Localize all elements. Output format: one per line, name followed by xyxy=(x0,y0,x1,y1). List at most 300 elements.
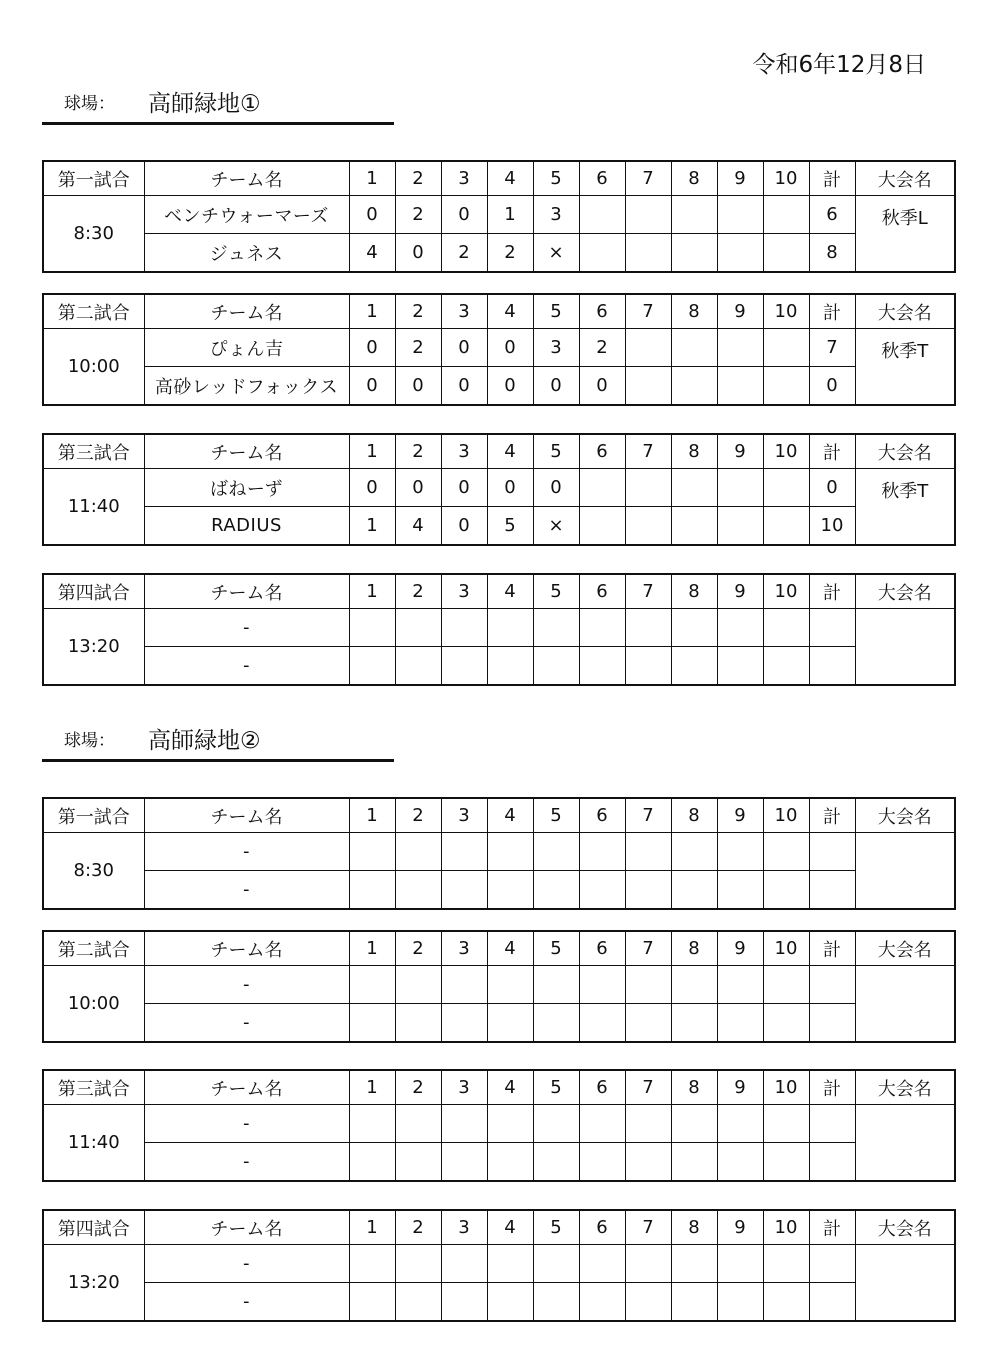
inning-header: 6 xyxy=(579,1210,625,1245)
team-row xyxy=(43,1283,955,1322)
inning-score xyxy=(671,469,717,507)
inning-score xyxy=(395,1004,441,1043)
inning-score: 2 xyxy=(487,234,533,273)
inning-header: 2 xyxy=(395,434,441,469)
inning-score: 0 xyxy=(395,367,441,406)
team-name: - xyxy=(144,966,349,1004)
inning-header: 9 xyxy=(717,931,763,966)
inning-header: 10 xyxy=(763,798,809,833)
inning-score xyxy=(349,1283,395,1322)
field-label: 球場： xyxy=(64,94,115,114)
inning-score xyxy=(671,507,717,546)
game-title: 第三試合 xyxy=(43,434,144,469)
inning-score xyxy=(487,1143,533,1182)
inning-score xyxy=(487,1283,533,1322)
inning-header: 8 xyxy=(671,294,717,329)
tournament-name xyxy=(855,833,955,910)
inning-score: 0 xyxy=(349,196,395,234)
inning-header: 10 xyxy=(763,931,809,966)
inning-score: 0 xyxy=(487,367,533,406)
tournament-header: 大会名 xyxy=(855,574,955,609)
inning-header: 5 xyxy=(533,294,579,329)
inning-header: 9 xyxy=(717,294,763,329)
inning-score xyxy=(671,833,717,871)
inning-score xyxy=(441,1283,487,1322)
inning-score xyxy=(763,234,809,273)
inning-header: 3 xyxy=(441,161,487,196)
table-header-row xyxy=(43,931,955,966)
tournament-header: 大会名 xyxy=(855,161,955,196)
inning-header: 5 xyxy=(533,161,579,196)
inning-score xyxy=(579,833,625,871)
inning-header: 7 xyxy=(625,294,671,329)
inning-header: 8 xyxy=(671,931,717,966)
inning-score: 0 xyxy=(533,367,579,406)
inning-score xyxy=(625,196,671,234)
total-score xyxy=(809,609,855,647)
total-score xyxy=(809,966,855,1004)
inning-score xyxy=(533,1004,579,1043)
total-score: 10 xyxy=(809,507,855,546)
team-name: ばねーず xyxy=(144,469,349,507)
team-row xyxy=(43,966,955,1004)
inning-score: 1 xyxy=(349,507,395,546)
team-name: - xyxy=(144,833,349,871)
inning-header: 1 xyxy=(349,294,395,329)
inning-header: 10 xyxy=(763,434,809,469)
team-row xyxy=(43,329,955,367)
inning-score: 0 xyxy=(441,507,487,546)
inning-score: 0 xyxy=(487,469,533,507)
team-header: チーム名 xyxy=(144,931,349,966)
total-header: 計 xyxy=(809,798,855,833)
inning-header: 5 xyxy=(533,1070,579,1105)
inning-header: 3 xyxy=(441,1210,487,1245)
total-header: 計 xyxy=(809,931,855,966)
inning-score: 0 xyxy=(487,329,533,367)
game-table xyxy=(42,1209,956,1322)
inning-score: 0 xyxy=(349,329,395,367)
inning-score xyxy=(717,507,763,546)
table-header-row xyxy=(43,294,955,329)
game-time: 11:40 xyxy=(43,469,144,546)
team-name: 高砂レッドフォックス xyxy=(144,367,349,406)
inning-score xyxy=(625,507,671,546)
inning-header: 9 xyxy=(717,434,763,469)
total-score: 6 xyxy=(809,196,855,234)
inning-header: 5 xyxy=(533,931,579,966)
inning-score xyxy=(579,1105,625,1143)
inning-score xyxy=(579,1143,625,1182)
inning-header: 8 xyxy=(671,574,717,609)
inning-score: 3 xyxy=(533,196,579,234)
table-header-row xyxy=(43,574,955,609)
inning-header: 9 xyxy=(717,574,763,609)
tournament-name xyxy=(855,1105,955,1182)
inning-header: 2 xyxy=(395,574,441,609)
inning-score xyxy=(349,833,395,871)
inning-header: 8 xyxy=(671,1070,717,1105)
field-name: 高師緑地① xyxy=(148,91,261,117)
inning-score xyxy=(763,833,809,871)
table-header-row xyxy=(43,161,955,196)
inning-score xyxy=(717,469,763,507)
inning-score xyxy=(763,1283,809,1322)
inning-score xyxy=(671,609,717,647)
inning-header: 3 xyxy=(441,931,487,966)
team-row xyxy=(43,234,955,273)
tournament-header: 大会名 xyxy=(855,1070,955,1105)
total-header: 計 xyxy=(809,574,855,609)
total-header: 計 xyxy=(809,1070,855,1105)
inning-score xyxy=(487,1105,533,1143)
inning-header: 8 xyxy=(671,798,717,833)
team-row xyxy=(43,833,955,871)
team-header: チーム名 xyxy=(144,798,349,833)
team-row xyxy=(43,367,955,406)
table-header-row xyxy=(43,434,955,469)
inning-score xyxy=(671,234,717,273)
total-score xyxy=(809,647,855,686)
inning-header: 9 xyxy=(717,798,763,833)
inning-score xyxy=(441,833,487,871)
field-name: 高師緑地② xyxy=(148,728,261,754)
team-name: - xyxy=(144,1105,349,1143)
total-score xyxy=(809,871,855,910)
inning-score xyxy=(487,609,533,647)
inning-score: 0 xyxy=(441,469,487,507)
inning-header: 4 xyxy=(487,434,533,469)
inning-header: 1 xyxy=(349,434,395,469)
team-header: チーム名 xyxy=(144,434,349,469)
inning-score xyxy=(625,469,671,507)
inning-score xyxy=(533,966,579,1004)
inning-score xyxy=(717,871,763,910)
inning-score xyxy=(763,1004,809,1043)
tournament-name xyxy=(855,1245,955,1322)
inning-score: 0 xyxy=(349,367,395,406)
inning-score: 0 xyxy=(395,234,441,273)
inning-header: 7 xyxy=(625,931,671,966)
inning-score xyxy=(395,871,441,910)
tournament-name: 秋季L xyxy=(855,196,955,273)
inning-header: 7 xyxy=(625,798,671,833)
inning-header: 7 xyxy=(625,434,671,469)
total-score: 8 xyxy=(809,234,855,273)
inning-header: 3 xyxy=(441,1070,487,1105)
tournament-name xyxy=(855,609,955,686)
team-name: - xyxy=(144,609,349,647)
team-header: チーム名 xyxy=(144,161,349,196)
game-table xyxy=(42,1069,956,1182)
inning-score xyxy=(533,609,579,647)
total-score xyxy=(809,1105,855,1143)
inning-header: 3 xyxy=(441,798,487,833)
team-name: - xyxy=(144,1143,349,1182)
inning-header: 9 xyxy=(717,1070,763,1105)
team-name: RADIUS xyxy=(144,507,349,546)
inning-score xyxy=(625,1245,671,1283)
inning-score xyxy=(625,609,671,647)
inning-score xyxy=(717,1004,763,1043)
inning-score xyxy=(349,1004,395,1043)
inning-header: 9 xyxy=(717,1210,763,1245)
inning-header: 7 xyxy=(625,1070,671,1105)
inning-score xyxy=(763,871,809,910)
game-table xyxy=(42,573,956,686)
table-header-row xyxy=(43,1070,955,1105)
game-time: 11:40 xyxy=(43,1105,144,1182)
inning-score: 0 xyxy=(395,469,441,507)
inning-score xyxy=(579,871,625,910)
inning-score xyxy=(717,367,763,406)
inning-score xyxy=(763,1105,809,1143)
game-title: 第二試合 xyxy=(43,931,144,966)
tournament-header: 大会名 xyxy=(855,1210,955,1245)
inning-score xyxy=(533,647,579,686)
inning-header: 1 xyxy=(349,161,395,196)
inning-header: 5 xyxy=(533,574,579,609)
game-title: 第一試合 xyxy=(43,161,144,196)
inning-score: 1 xyxy=(487,196,533,234)
inning-score xyxy=(533,1245,579,1283)
team-row xyxy=(43,609,955,647)
inning-score xyxy=(671,871,717,910)
inning-score xyxy=(625,1143,671,1182)
inning-score xyxy=(349,966,395,1004)
team-row xyxy=(43,507,955,546)
inning-score xyxy=(395,1105,441,1143)
inning-header: 9 xyxy=(717,161,763,196)
field-label: 球場： xyxy=(64,731,115,751)
game-table xyxy=(42,433,956,546)
inning-score xyxy=(717,1143,763,1182)
inning-score: 2 xyxy=(395,329,441,367)
inning-score: 5 xyxy=(487,507,533,546)
total-header: 計 xyxy=(809,434,855,469)
inning-score xyxy=(763,966,809,1004)
inning-score xyxy=(441,871,487,910)
game-title: 第一試合 xyxy=(43,798,144,833)
inning-score xyxy=(395,1245,441,1283)
total-score xyxy=(809,1245,855,1283)
inning-header: 7 xyxy=(625,1210,671,1245)
inning-score xyxy=(671,1105,717,1143)
total-header: 計 xyxy=(809,1210,855,1245)
inning-header: 4 xyxy=(487,161,533,196)
inning-score xyxy=(579,647,625,686)
team-row xyxy=(43,871,955,910)
inning-header: 2 xyxy=(395,294,441,329)
inning-score xyxy=(671,1245,717,1283)
inning-score xyxy=(579,966,625,1004)
inning-score xyxy=(441,1143,487,1182)
inning-header: 10 xyxy=(763,1210,809,1245)
inning-header: 3 xyxy=(441,574,487,609)
inning-score xyxy=(763,469,809,507)
game-title: 第二試合 xyxy=(43,294,144,329)
inning-score xyxy=(717,833,763,871)
total-score xyxy=(809,1004,855,1043)
inning-score xyxy=(625,367,671,406)
inning-score xyxy=(441,966,487,1004)
inning-score xyxy=(395,647,441,686)
inning-score xyxy=(717,234,763,273)
tournament-header: 大会名 xyxy=(855,798,955,833)
inning-header: 1 xyxy=(349,798,395,833)
inning-score xyxy=(671,1004,717,1043)
game-title: 第三試合 xyxy=(43,1070,144,1105)
inning-score: 0 xyxy=(441,367,487,406)
inning-score: 4 xyxy=(395,507,441,546)
inning-score xyxy=(763,1143,809,1182)
game-time: 10:00 xyxy=(43,329,144,406)
total-score: 0 xyxy=(809,469,855,507)
team-row xyxy=(43,469,955,507)
team-name: ジュネス xyxy=(144,234,349,273)
table-header-row xyxy=(43,1210,955,1245)
inning-score xyxy=(671,367,717,406)
inning-header: 6 xyxy=(579,931,625,966)
inning-score: 0 xyxy=(579,367,625,406)
tournament-header: 大会名 xyxy=(855,294,955,329)
game-time: 10:00 xyxy=(43,966,144,1043)
inning-score xyxy=(763,647,809,686)
inning-score xyxy=(349,1245,395,1283)
team-row xyxy=(43,196,955,234)
inning-header: 6 xyxy=(579,798,625,833)
tournament-header: 大会名 xyxy=(855,931,955,966)
inning-score xyxy=(533,871,579,910)
inning-score xyxy=(717,1245,763,1283)
inning-score xyxy=(349,647,395,686)
inning-score xyxy=(395,833,441,871)
inning-score xyxy=(717,329,763,367)
inning-header: 1 xyxy=(349,931,395,966)
inning-score xyxy=(579,234,625,273)
game-title: 第四試合 xyxy=(43,574,144,609)
inning-score xyxy=(717,1105,763,1143)
inning-header: 7 xyxy=(625,574,671,609)
game-time: 13:20 xyxy=(43,1245,144,1322)
tournament-name: 秋季T xyxy=(855,329,955,406)
inning-score xyxy=(441,1245,487,1283)
total-score: 0 xyxy=(809,367,855,406)
total-header: 計 xyxy=(809,161,855,196)
inning-score xyxy=(579,196,625,234)
inning-header: 4 xyxy=(487,798,533,833)
inning-score xyxy=(763,196,809,234)
team-name: - xyxy=(144,871,349,910)
inning-score xyxy=(533,833,579,871)
inning-header: 5 xyxy=(533,1210,579,1245)
inning-score: × xyxy=(533,507,579,546)
team-header: チーム名 xyxy=(144,1070,349,1105)
total-score xyxy=(809,833,855,871)
inning-score: 0 xyxy=(533,469,579,507)
inning-score xyxy=(349,609,395,647)
team-name: - xyxy=(144,1283,349,1322)
inning-score xyxy=(671,196,717,234)
inning-header: 10 xyxy=(763,161,809,196)
tournament-name: 秋季T xyxy=(855,469,955,546)
inning-score xyxy=(717,966,763,1004)
game-table xyxy=(42,797,956,910)
inning-score: 2 xyxy=(395,196,441,234)
field-header xyxy=(42,721,394,762)
inning-score xyxy=(487,833,533,871)
inning-header: 4 xyxy=(487,294,533,329)
team-header: チーム名 xyxy=(144,1210,349,1245)
inning-score xyxy=(487,1245,533,1283)
inning-header: 6 xyxy=(579,574,625,609)
team-row xyxy=(43,1143,955,1182)
inning-header: 8 xyxy=(671,1210,717,1245)
inning-score xyxy=(395,1143,441,1182)
inning-score xyxy=(487,647,533,686)
inning-header: 4 xyxy=(487,574,533,609)
inning-score xyxy=(717,609,763,647)
total-score xyxy=(809,1283,855,1322)
team-name: - xyxy=(144,647,349,686)
inning-score: 0 xyxy=(441,329,487,367)
inning-score xyxy=(625,329,671,367)
inning-score xyxy=(579,1283,625,1322)
inning-score xyxy=(625,833,671,871)
inning-header: 8 xyxy=(671,434,717,469)
team-row xyxy=(43,1004,955,1043)
inning-header: 10 xyxy=(763,574,809,609)
inning-score xyxy=(487,1004,533,1043)
team-name: ぴょん吉 xyxy=(144,329,349,367)
inning-header: 1 xyxy=(349,1070,395,1105)
team-name: - xyxy=(144,1004,349,1043)
inning-score xyxy=(763,609,809,647)
inning-header: 2 xyxy=(395,798,441,833)
inning-score xyxy=(579,1004,625,1043)
game-time: 8:30 xyxy=(43,196,144,273)
inning-score: 4 xyxy=(349,234,395,273)
tournament-name xyxy=(855,966,955,1043)
inning-header: 6 xyxy=(579,1070,625,1105)
inning-header: 2 xyxy=(395,161,441,196)
inning-score xyxy=(533,1283,579,1322)
field-header xyxy=(42,84,394,125)
inning-score xyxy=(625,1283,671,1322)
inning-score xyxy=(487,871,533,910)
inning-score xyxy=(717,1283,763,1322)
tournament-header: 大会名 xyxy=(855,434,955,469)
inning-score xyxy=(487,966,533,1004)
inning-score xyxy=(579,469,625,507)
team-row xyxy=(43,1245,955,1283)
team-header: チーム名 xyxy=(144,294,349,329)
inning-header: 4 xyxy=(487,1210,533,1245)
inning-score: 0 xyxy=(441,196,487,234)
inning-header: 2 xyxy=(395,1070,441,1105)
inning-header: 10 xyxy=(763,1070,809,1105)
inning-score: 2 xyxy=(441,234,487,273)
team-name: ベンチウォーマーズ xyxy=(144,196,349,234)
inning-header: 5 xyxy=(533,798,579,833)
team-row xyxy=(43,647,955,686)
inning-score xyxy=(533,1105,579,1143)
inning-score xyxy=(349,1143,395,1182)
inning-header: 4 xyxy=(487,931,533,966)
total-header: 計 xyxy=(809,294,855,329)
inning-score xyxy=(625,966,671,1004)
inning-score xyxy=(441,609,487,647)
